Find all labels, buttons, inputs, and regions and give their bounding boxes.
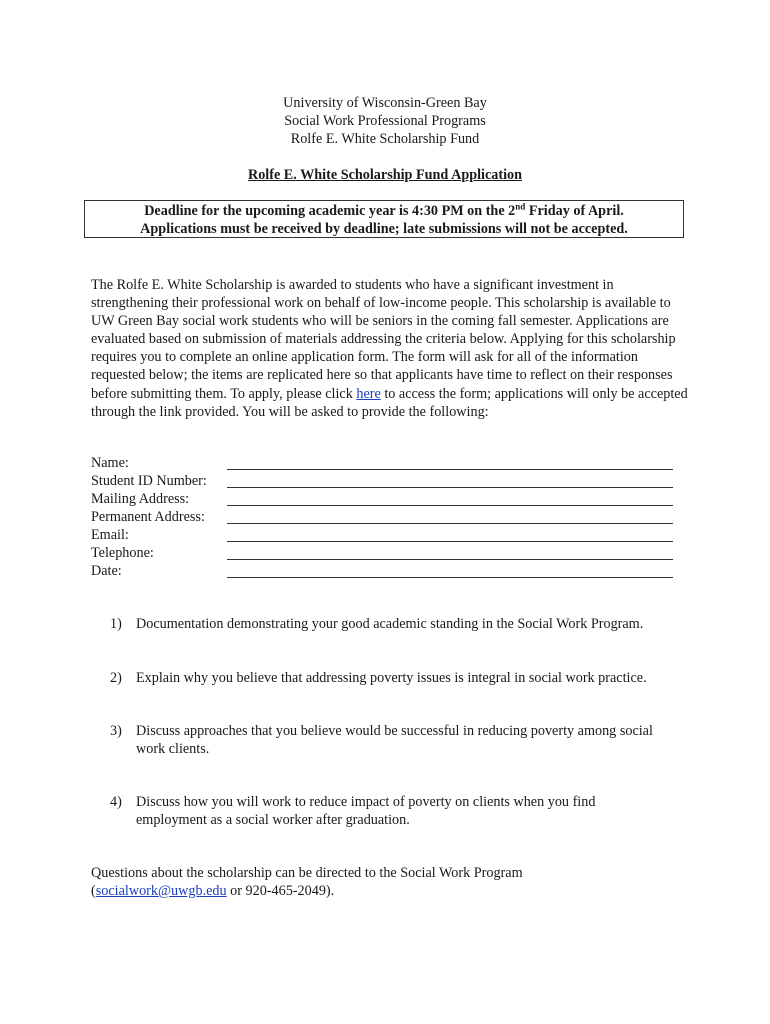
contact-line-2: (socialwork@uwgb.edu or 920-465-2049). <box>91 883 335 899</box>
email-link[interactable]: socialwork@uwgb.edu <box>95 883 227 899</box>
document-header <box>0 94 770 148</box>
item-text: Discuss how you will work to reduce impact of poverty on clients when you find employment as a social worker after graduation. <box>136 794 596 828</box>
permanent-address-blank-line <box>227 508 673 524</box>
item-number: 1) <box>110 616 122 632</box>
form-title: Rolfe E. White Scholarship Fund Application <box>247 167 523 183</box>
item-number: 2) <box>110 670 122 686</box>
field-row-email <box>91 526 673 544</box>
deadline-line-1: Deadline for the upcoming academic year is 4:30 PM on the 2nd Friday of April. <box>144 201 624 219</box>
item-number: 4) <box>110 794 122 810</box>
fund-name: Rolfe E. White Scholarship Fund <box>290 131 480 147</box>
field-label: Mailing Address: <box>91 491 190 507</box>
name-blank-line <box>227 454 673 470</box>
field-row-permanent-address <box>91 508 673 526</box>
item-text: Documentation demonstrating your good academic standing in the Social Work Program. <box>136 616 644 632</box>
criteria-item-3 <box>110 722 655 758</box>
field-label: Student ID Number: <box>91 473 207 489</box>
field-label: Email: <box>91 527 129 543</box>
mailing-address-blank-line <box>227 490 673 506</box>
contact-line-1: Questions about the scholarship can be directed to the Social Work Program <box>91 865 523 881</box>
item-number: 3) <box>110 723 122 739</box>
field-label: Date: <box>91 563 122 579</box>
date-blank-line <box>227 562 673 578</box>
contact-footer <box>91 864 691 900</box>
field-row-mailing-address <box>91 490 673 508</box>
deadline-notice-box <box>84 200 684 238</box>
field-label: Permanent Address: <box>91 509 205 525</box>
item-text: Discuss approaches that you believe would be successful in reducing poverty among social work clients. <box>136 723 653 757</box>
criteria-item-4 <box>110 793 640 829</box>
applicant-info-fields <box>91 454 673 580</box>
telephone-blank-line <box>227 544 673 560</box>
field-row-date <box>91 562 673 580</box>
deadline-line-2: Applications must be received by deadline; late submissions will not be accepted. <box>140 221 628 237</box>
field-row-name <box>91 454 673 472</box>
intro-paragraph: The Rolfe E. White Scholarship is awarded to students who have a significant investment in strengthening their professional work on behalf of low-income people. This scholarship is available to UW Green Bay social work students who will be seniors in the coming fall semester. Applications are evaluated based on submission of materials addressing the criteria below. Applying for this scholarship requires you to complete an online application form. The form will ask for all of the information requested below; the items are replicated here so that applicants have time to reflect on their responses before submitting them. To apply, please click here to access the form; applications will only be accepted through the link provided. You will be asked to provide the following: <box>91 277 688 420</box>
field-row-student-id <box>91 472 673 490</box>
field-label: Telephone: <box>91 545 154 561</box>
field-row-telephone <box>91 544 673 562</box>
criteria-item-1 <box>110 615 690 633</box>
student-id-blank-line <box>227 472 673 488</box>
criteria-item-2 <box>110 669 690 687</box>
program-name: Social Work Professional Programs <box>284 113 486 129</box>
item-text: Explain why you believe that addressing poverty issues is integral in social work practice. <box>136 670 647 686</box>
ordinal-suffix: nd <box>515 201 526 212</box>
email-blank-line <box>227 526 673 542</box>
apply-here-link[interactable]: here <box>356 385 381 402</box>
field-label: Name: <box>91 455 129 471</box>
university-name: University of Wisconsin-Green Bay <box>283 95 487 111</box>
